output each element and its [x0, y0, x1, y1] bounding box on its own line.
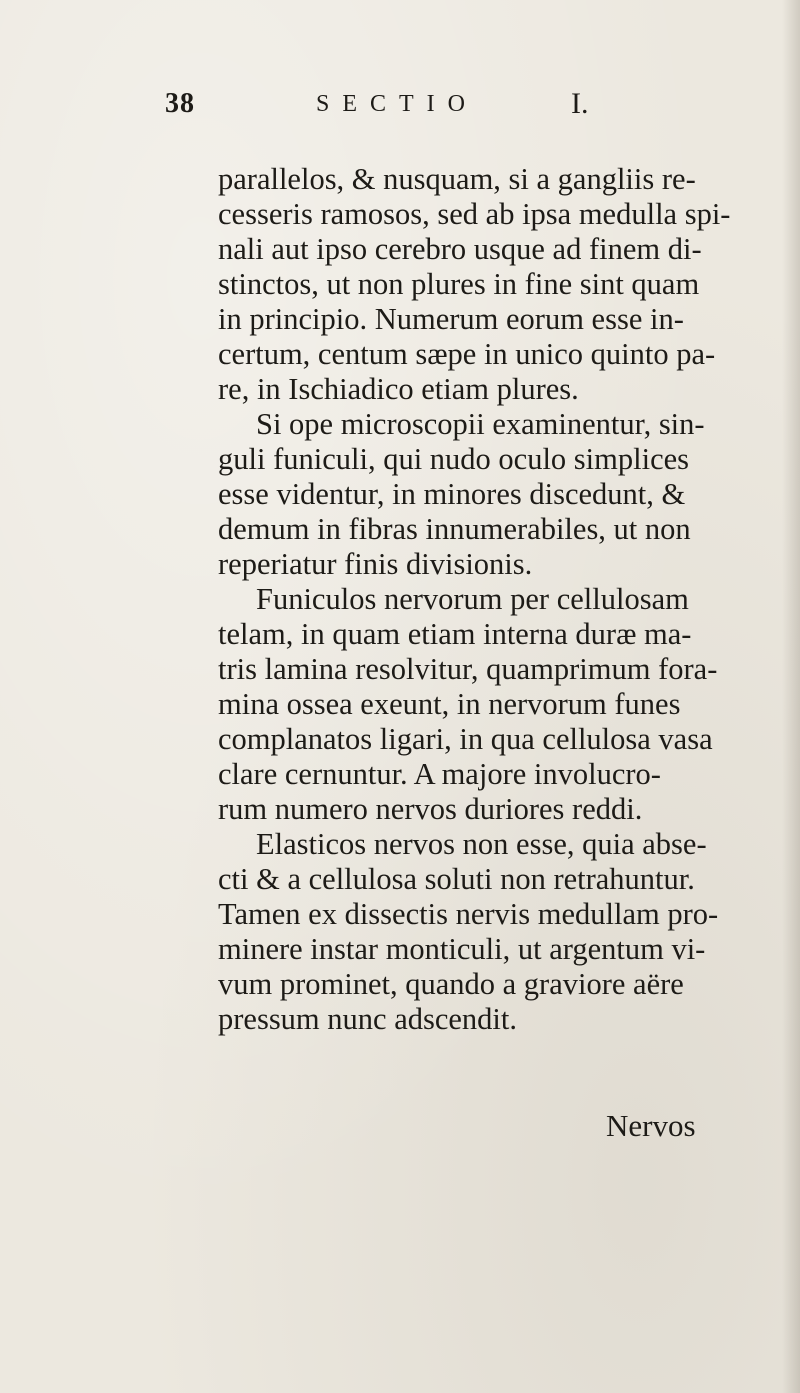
text-line: nali aut ipso cerebro usque ad finem di-: [218, 232, 702, 266]
paragraph-start-line: Funiculos nervorum per cellulosam: [256, 582, 689, 616]
text-line: complanatos ligari, in qua cellulosa vasa: [218, 722, 713, 756]
text-line: Tamen ex dissectis nervis medullam pro-: [218, 897, 719, 931]
paragraph-start-line: Elasticos nervos non esse, quia abse-: [256, 827, 707, 861]
text-line: re, in Ischiadico etiam plures.: [218, 372, 579, 406]
paragraph-start-line: Si ope microscopii examinentur, sin-: [256, 407, 705, 441]
catchword: Nervos: [606, 1108, 696, 1143]
text-line: rum numero nervos duriores reddi.: [218, 792, 643, 826]
text-line: stinctos, ut non plures in fine sint quam: [218, 267, 700, 301]
text-line: esse videntur, in minores discedunt, &: [218, 477, 686, 511]
text-line: cesseris ramosos, sed ab ipsa medulla spi-: [218, 197, 731, 231]
text-line: pressum nunc adscendit.: [218, 1002, 517, 1036]
text-line: vum prominet, quando a graviore aëre: [218, 967, 684, 1001]
text-line: parallelos, & nusquam, si a gangliis re-: [218, 162, 696, 196]
text-line: guli funiculi, qui nudo oculo simplices: [218, 442, 690, 476]
body-text: [218, 162, 738, 1037]
text-line: cti & a cellulosa soluti non retrahuntur.: [218, 862, 695, 896]
page-number: 38: [165, 88, 195, 119]
running-head: [163, 88, 643, 128]
text-line: telam, in quam etiam interna duræ ma-: [218, 617, 692, 651]
section-number: I.: [571, 87, 589, 120]
text-line: tris lamina resolvitur, quamprimum fora-: [218, 652, 718, 686]
text-line: demum in fibras innumerabiles, ut non: [218, 512, 691, 546]
page-edge-shadow: [782, 0, 800, 1393]
text-line: clare cernuntur. A majore involucro-: [218, 757, 661, 791]
text-line: reperiatur finis divisionis.: [218, 547, 533, 581]
text-line: mina ossea exeunt, in nervorum funes: [218, 687, 681, 721]
text-line: minere instar monticuli, ut argentum vi-: [218, 932, 706, 966]
section-title: SECTIO: [316, 91, 478, 117]
text-line: certum, centum sæpe in unico quinto pa-: [218, 337, 716, 371]
text-line: in principio. Numerum eorum esse in-: [218, 302, 684, 336]
